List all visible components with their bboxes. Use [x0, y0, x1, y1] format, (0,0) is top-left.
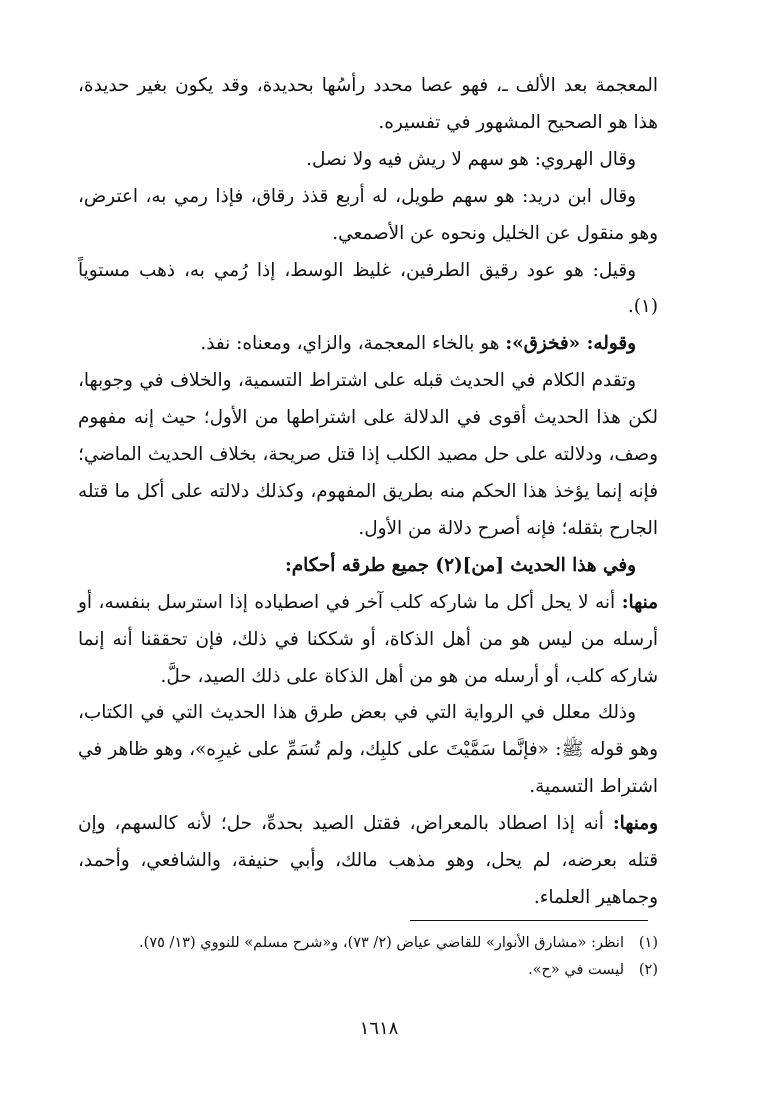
paragraph — [78, 253, 658, 327]
paragraph — [78, 326, 658, 363]
paragraph — [78, 585, 658, 696]
footnote-divider — [410, 920, 648, 921]
paragraph-text: وقال ابن دريد: هو سهم طويل، له أربع قذذ رقاق، فإذا رمي به، اعترض، وهو منقول عن الخليل ونحوه عن الأصمعي. — [78, 185, 658, 244]
paragraph-lead: منها: — [621, 591, 658, 613]
paragraph-lead: وقوله: «فخزق»: — [505, 333, 636, 355]
footnotes — [78, 930, 658, 984]
paragraph-text: وتقدم الكلام في الحديث قبله على اشتراط التسمية، والخلاف في وجوبها، لكن هذا الحديث أقوى في الدلالة على اشتراطها من الأول؛ حيث إنه مفهوم وصف، ودلالته على حل مصيد الكلب إذا قتل صريحة، بخلاف الحديث الماضي؛ فإنه إنما يؤخذ هذا الحكم منه بطريق المفهوم، وكذلك دلالته على أكل ما قتله الجارح بثقله؛ فإنه أصرح دلالة من الأول. — [78, 370, 658, 539]
paragraph — [78, 695, 658, 806]
paragraph — [78, 179, 658, 253]
main-text — [78, 68, 658, 917]
paragraph — [78, 363, 658, 548]
paragraph-text: أنه إذا اصطاد بالمعراض، فقتل الصيد بحدهِّ، حل؛ لأنه كالسهم، وإن قتله بعرضه، لم يحل، وهو مذهب مالك، وأبي حنيفة، والشافعي، وأحمد، وجماهير العلماء. — [78, 813, 658, 908]
footnote-number: (٢) — [638, 962, 658, 978]
paragraph-text: أنه لا يحل أكل ما شاركه كلب آخر في اصطياده إذا استرسل بنفسه، أو أرسله من ليس هو من أهل الذكاة، أو شككنا في ذلك، فإن تحققنا أنه إنما شاركه كلب، أو أرسله من هو من أهل الذكاة على ذلك الصيد، حلَّ. — [78, 591, 658, 687]
paragraph — [78, 548, 658, 585]
footnote — [78, 957, 658, 984]
paragraph-lead: وفي هذا الحديث [من](٢) جميع طرقه أحكام: — [284, 554, 636, 576]
paragraph — [78, 142, 658, 179]
page-number: ١٦١٨ — [359, 1018, 399, 1039]
paragraph-text: المعجمة بعد الألف ـ، فهو عصا محدد رأسُها بحديدة، وقد يكون بغير حديدة، هذا هو الصحيح المشهور في تفسيره. — [78, 75, 658, 133]
paragraph-text: هو بالخاء المعجمة، والزاي، ومعناه: نفذ. — [200, 333, 506, 355]
paragraph-lead: ومنها: — [612, 813, 658, 835]
paragraph-text: وقيل: هو عود رقيق الطرفين، غليظ الوسط، إذا رُمي به، ذهب مستوياً (١). — [78, 259, 658, 318]
footnote-text: انظر: «مشارق الأنوار» للقاضي عياض (٢/ ٧٣)، و«شرح مسلم» للنووي (١٣/ ٧٥). — [139, 935, 624, 951]
paragraph-text: وقال الهروي: هو سهم لا ريش فيه ولا نصل. — [306, 148, 636, 170]
footnote — [78, 930, 658, 957]
paragraph — [78, 68, 658, 142]
footnote-text: ليست في «ح». — [528, 962, 624, 978]
paragraph-text: وذلك معلل في الرواية التي في بعض طرق هذا الحديث التي في الكتاب، وهو قوله ﷺ: «فإنَّما سَمَّيْتَ على كلبِك، ولم تُسَمِّ على غيرِه»، وهو ظاهر في اشتراط التسمية. — [78, 702, 658, 798]
footnote-number: (١) — [638, 935, 658, 951]
paragraph — [78, 806, 658, 917]
